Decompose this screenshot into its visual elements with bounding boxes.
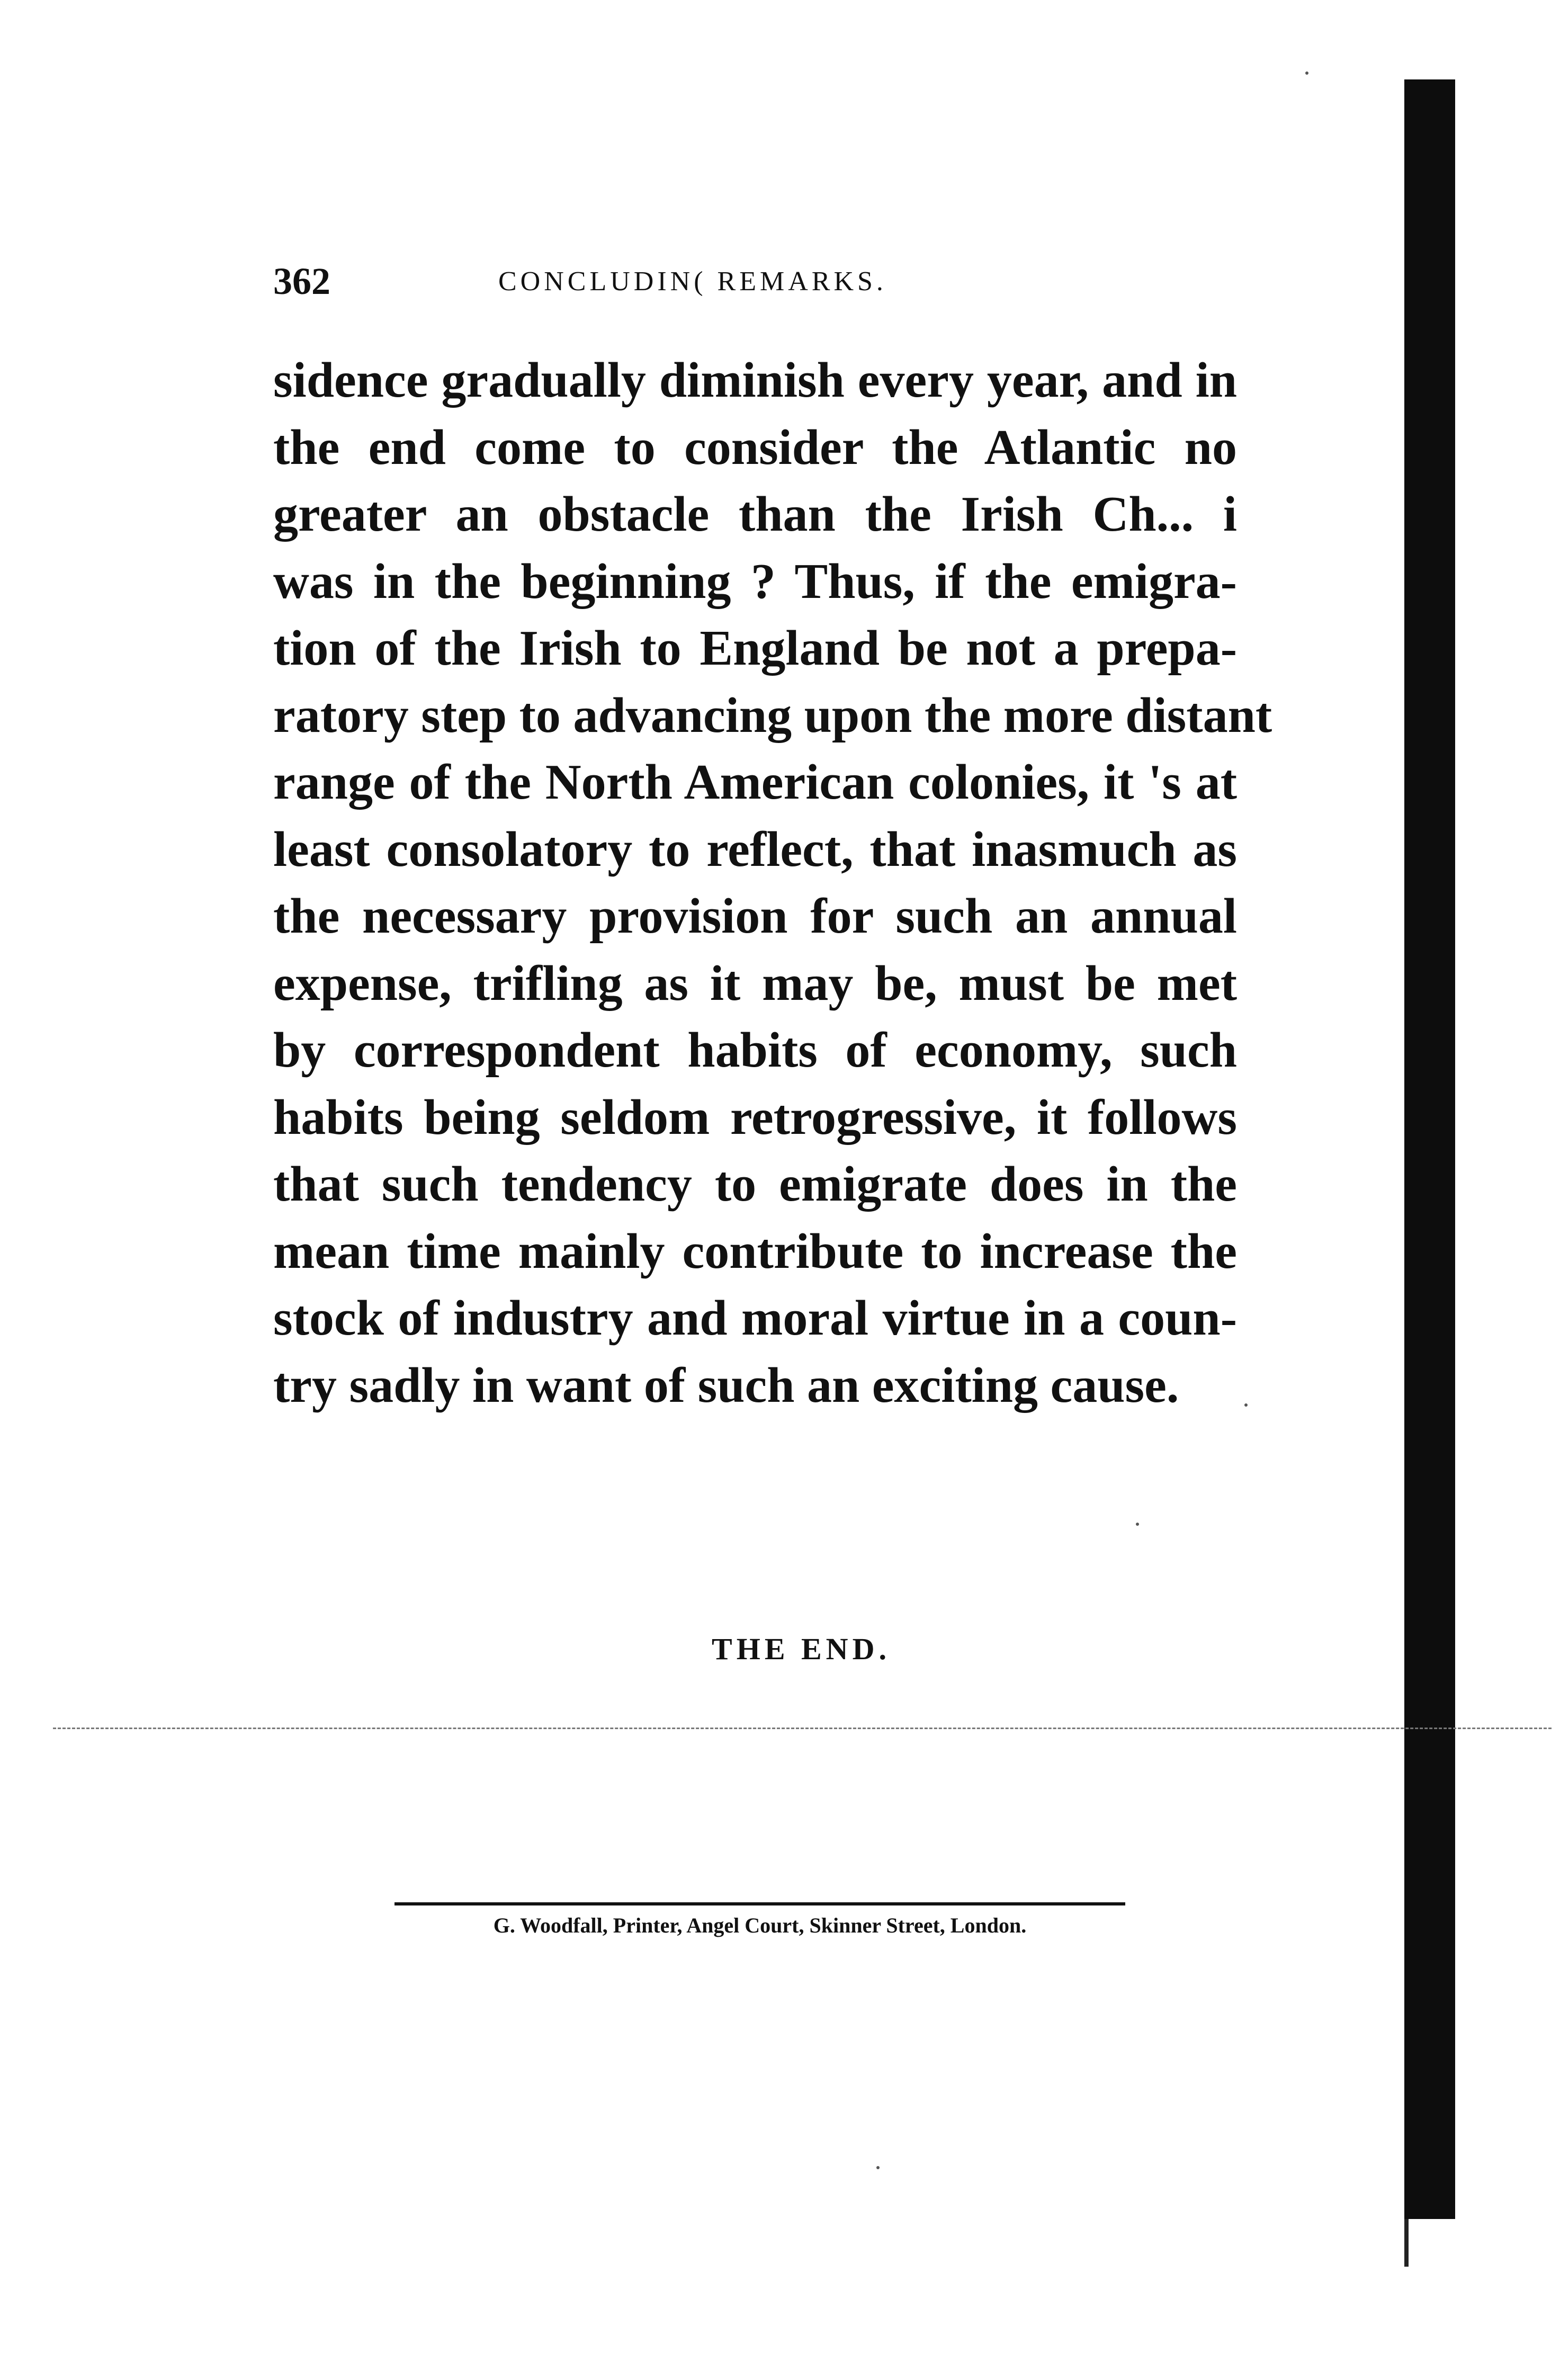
scan-speck [1305, 71, 1308, 75]
imprint-rule [395, 1902, 1125, 1905]
page-number: 362 [273, 260, 330, 302]
binding-edge-tail [1404, 2219, 1409, 2267]
text-line: that such tendency to emigrate does in the [273, 1157, 1237, 1212]
text-line: expense, trifling as it may be, must be met [273, 955, 1237, 1011]
text-line: mean time mainly contribute to increase the [273, 1223, 1237, 1279]
text-line: the end come to consider the Atlantic no [273, 419, 1237, 475]
text-line: stock of industry and moral virtue in a coun- [273, 1291, 1237, 1346]
scan-speck [1244, 1403, 1248, 1407]
text-line: range of the North American colonies, it 's at [273, 755, 1237, 810]
scan-speck [876, 2166, 880, 2169]
printer-imprint: G. Woodfall, Printer, Angel Court, Skinner Street, London. [493, 1913, 1027, 1937]
text-line: least consolatory to reflect, that inasmuch as [273, 821, 1237, 877]
end-mark: THE END. [712, 1632, 891, 1666]
text-line: tion of the Irish to England be not a prepa- [273, 621, 1237, 676]
text-line: by correspondent habits of economy, such [273, 1023, 1237, 1078]
running-head: CONCLUDIN( REMARKS. [498, 266, 887, 297]
body-paragraph [273, 347, 1272, 1419]
text-line: greater an obstacle than the Irish Ch... i [273, 487, 1237, 542]
text-line: ratory step to advancing upon the more distant [273, 687, 1272, 743]
text-line: sidence gradually diminish every year, and in [273, 353, 1237, 408]
scan-speck [1136, 1523, 1139, 1526]
text-line: was in the beginning ? Thus, if the emigra- [273, 553, 1237, 609]
binding-edge [1404, 79, 1455, 2219]
text-line-last: try sadly in want of such an exciting cause. [273, 1357, 1179, 1413]
text-line: the necessary provision for such an annual [273, 889, 1237, 944]
page-header [273, 260, 1269, 307]
dashed-divider [53, 1728, 1552, 1729]
text-line: habits being seldom retrogressive, it follows [273, 1089, 1237, 1145]
